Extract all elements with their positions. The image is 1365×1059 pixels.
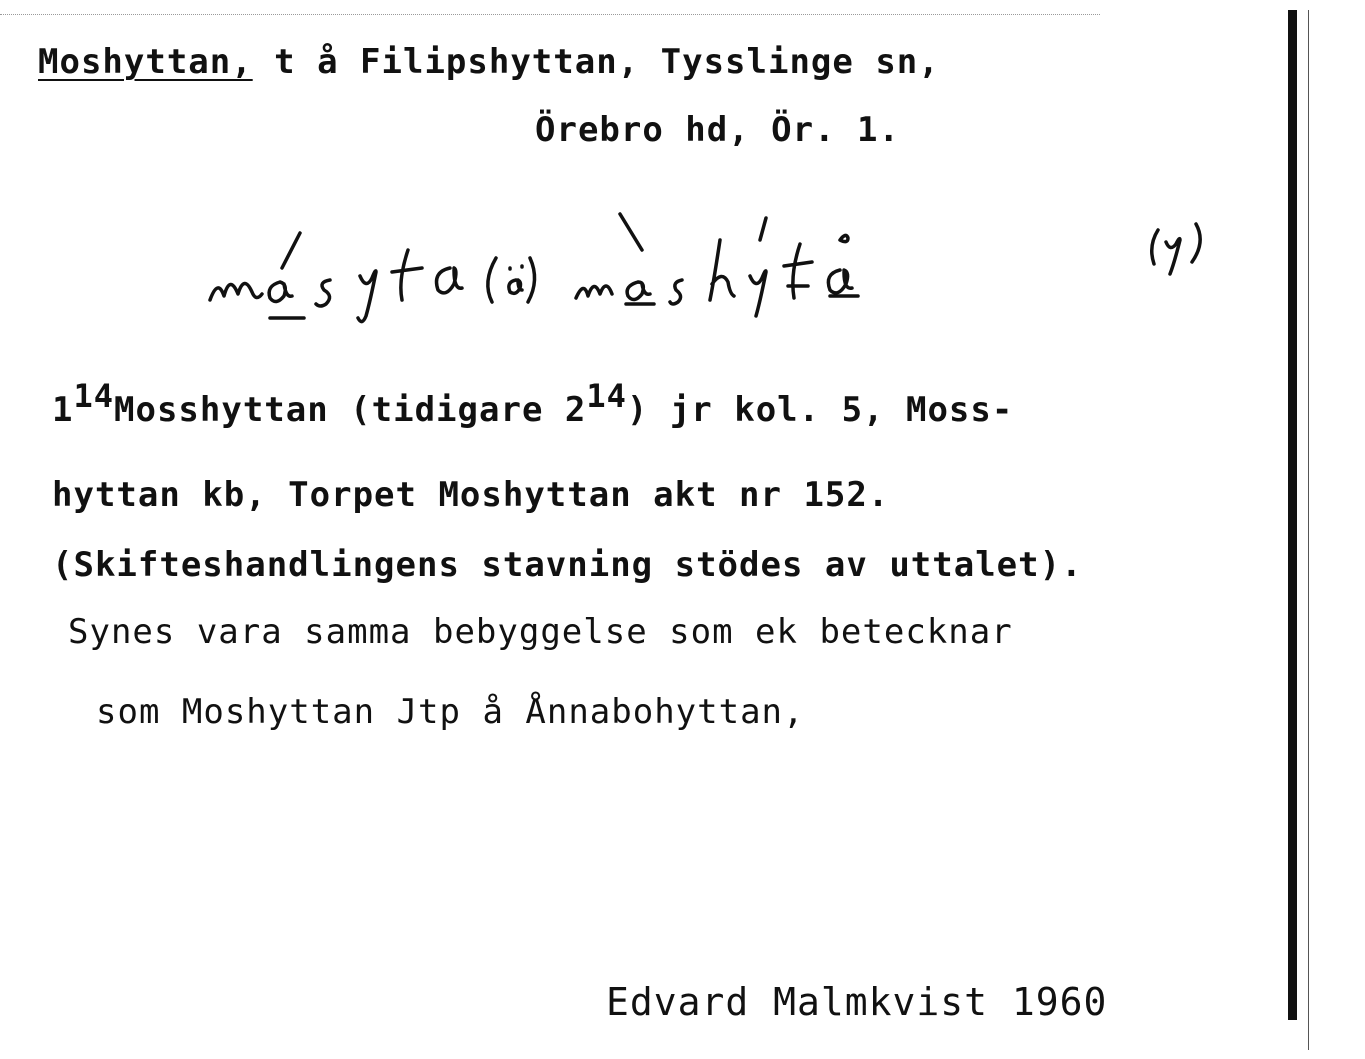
card-top-border: [0, 14, 1100, 15]
card-line-5: (Skifteshandlingens stavning stödes av uttalet).: [52, 545, 1083, 585]
card-line-6: Synes vara samma bebyggelse som ek betecknar: [68, 612, 1013, 652]
entry-text-b: ) jr kol. 5, Moss-: [626, 390, 1014, 430]
entry-number-superscript: 14: [73, 377, 115, 415]
handwritten-phonetic-transcription: [200, 200, 1230, 330]
card-line-1: [38, 42, 940, 82]
card-right-border-thin: [1308, 10, 1309, 1050]
entry-number: 1: [52, 390, 74, 430]
card-line-3: [52, 377, 1014, 430]
location-text: t å Filipshyttan, Tysslinge sn,: [252, 42, 940, 82]
card-line-2: Örebro hd, Ör. 1.: [535, 110, 900, 150]
entry-text-a: Mosshyttan (tidigare 2: [114, 390, 587, 430]
handwriting-drawing: [200, 200, 1230, 330]
card-line-4: hyttan kb, Torpet Moshyttan akt nr 152.: [52, 475, 890, 515]
signature: Edvard Malmkvist 1960: [606, 980, 1108, 1024]
entry-superscript-2: 14: [586, 377, 627, 415]
headword: Moshyttan,: [38, 42, 253, 82]
card-right-border: [1288, 10, 1297, 1020]
card-line-7: som Moshyttan Jtp å Ånnabohyttan,: [96, 692, 805, 732]
